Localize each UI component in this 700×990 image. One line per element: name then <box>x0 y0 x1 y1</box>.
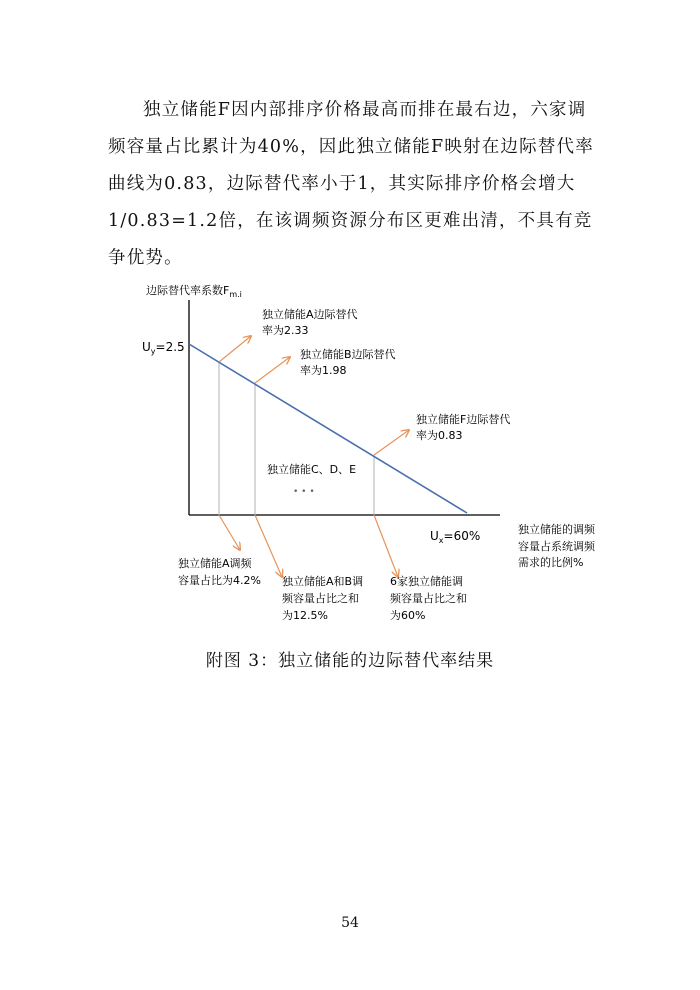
ellipsis-dots: • • • <box>293 487 315 497</box>
x-intercept-sub: x <box>438 536 444 545</box>
bottom-ab-line3: 为12.5% <box>282 609 328 622</box>
figure-caption: 附图 3：独立储能的边际替代率结果 <box>205 651 495 671</box>
y-axis-subscript: m.i <box>229 290 242 299</box>
arrow-b <box>255 357 290 383</box>
bottom-six-line2: 频容量占比之和 <box>390 592 467 605</box>
x-intercept-value: =60% <box>443 529 481 543</box>
arrow-bottom-six <box>374 515 398 577</box>
bottom-ab-line1: 独立储能A和B调 <box>282 575 364 588</box>
svg-text:边际替代率系数Fm.i <box>146 283 242 299</box>
arrow-f <box>374 430 409 455</box>
x-axis-title-2: 容量占系统调频 <box>518 540 595 553</box>
x-axis-title-1: 独立储能的调频 <box>518 523 595 536</box>
arrow-bottom-a <box>219 515 240 550</box>
callout-b-line1: 独立储能B边际替代 <box>300 348 396 361</box>
bottom-a-line2: 容量占比为4.2% <box>178 574 261 587</box>
arrow-bottom-ab <box>255 515 282 577</box>
x-intercept-symbol: U <box>430 529 439 543</box>
bottom-six-line3: 为60% <box>390 609 426 622</box>
x-axis-title-3: 需求的比例% <box>518 556 584 569</box>
y-intercept-symbol: U <box>142 340 151 354</box>
bottom-a-line1: 独立储能A调频 <box>178 557 252 570</box>
arrow-a <box>219 336 251 362</box>
bottom-ab-line2: 频容量占比之和 <box>282 592 359 605</box>
y-axis-title: 边际替代率系数F <box>146 284 230 297</box>
svg-text:Uy=2.5 <box>142 340 185 356</box>
page-number: 54 <box>341 915 359 931</box>
y-intercept-value: =2.5 <box>155 340 185 354</box>
y-intercept-sub: y <box>150 347 156 356</box>
callout-a-line2: 率为2.33 <box>262 324 309 337</box>
bottom-six-line1: 6家独立储能调 <box>390 575 463 588</box>
paragraph-text: 独立储能F因内部排序价格最高而排在最右边，六家调频容量占比累计为40%，因此独立储能F映射在边际替代率曲线为0.83，边际替代率小于1，其实际排序价格会增大1/0.83=1.2倍，在该调频资源分布区更难出清，不具有竞争优势。 <box>108 100 594 268</box>
middle-label: 独立储能C、D、E <box>267 463 357 476</box>
callout-a-line1: 独立储能A边际替代 <box>262 308 358 321</box>
callout-f-line1: 独立储能F边际替代 <box>416 413 511 426</box>
callout-f-line2: 率为0.83 <box>416 429 463 442</box>
svg-text:Ux=60% <box>430 529 480 545</box>
callout-b-line2: 率为1.98 <box>300 364 347 377</box>
